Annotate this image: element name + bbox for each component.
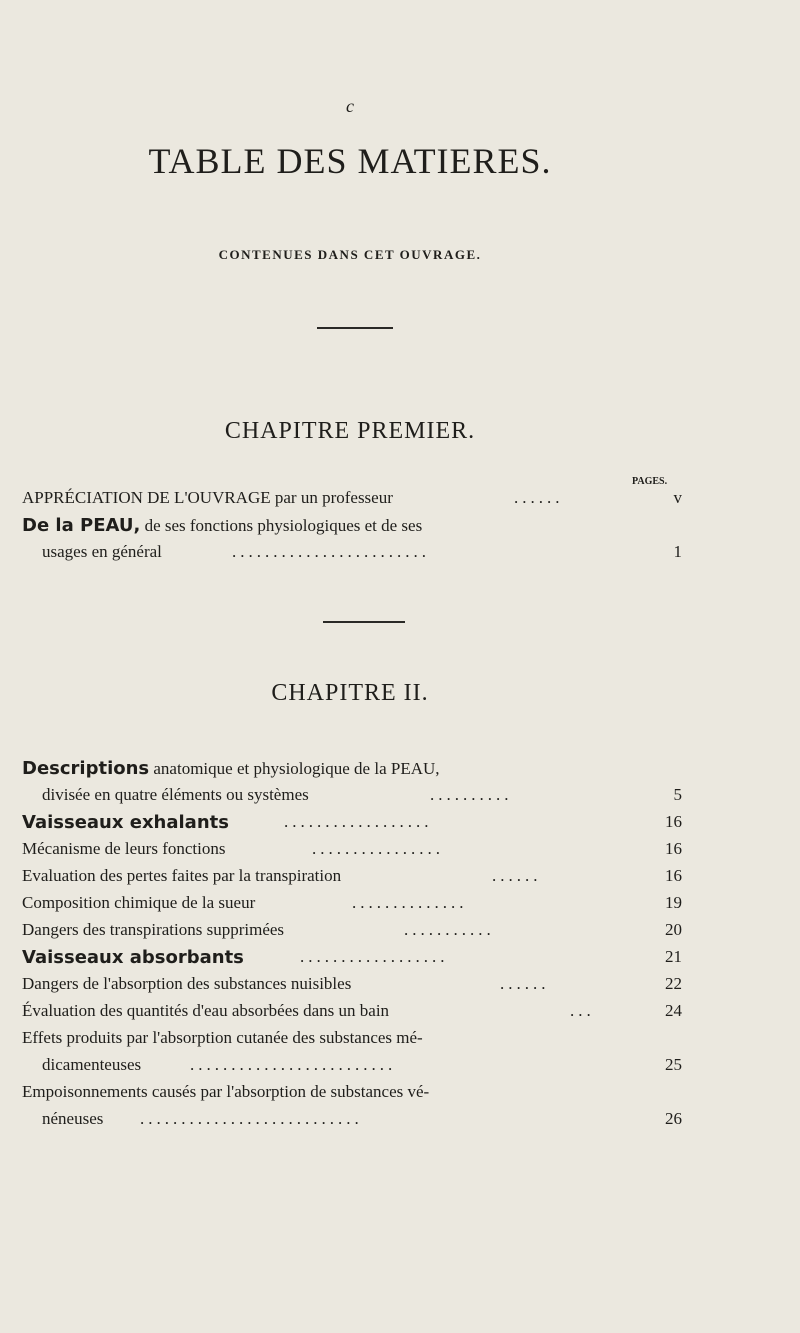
toc-entry-page: 26 (665, 1109, 682, 1128)
toc-entry-title: Évaluation des quantités d'eau absorbées dans un bain (22, 1001, 390, 1020)
toc-entry (22, 785, 682, 812)
toc-entry (22, 839, 682, 866)
toc-entry-title: anatomique et physiologique de la PEAU, (149, 759, 440, 778)
toc-entry-leader: ......................... (190, 1055, 397, 1074)
toc-entry-leader: .................. (300, 947, 449, 966)
chapter-1-toc (22, 488, 682, 569)
page-mark: c (346, 96, 354, 116)
toc-entry (22, 488, 682, 515)
toc-entry-title: Dangers de l'absorption des substances nuisibles (22, 974, 352, 993)
toc-entry-page: 22 (665, 974, 682, 993)
pages-column-label: PAGES. (632, 476, 668, 487)
toc-entry-page: 19 (665, 893, 682, 912)
toc-entry-page: 1 (673, 542, 682, 561)
toc-entry-page: 21 (665, 947, 682, 966)
toc-entry-page: 25 (665, 1055, 682, 1074)
page-subtitle: CONTENUES DANS CET OUVRAGE. (218, 247, 482, 262)
toc-entry-page: 5 (673, 785, 682, 804)
toc-entry (22, 515, 682, 542)
toc-entry-title: Empoisonnements causés par l'absorption de substances vé- (22, 1082, 430, 1101)
toc-entry-title: néneuses (42, 1109, 104, 1128)
toc-entry (22, 920, 682, 947)
toc-entry-bold: Descriptions (22, 758, 150, 779)
toc-entry-leader: ................ (312, 839, 444, 858)
toc-entry (22, 1109, 682, 1136)
toc-entry-leader: ........................ (232, 542, 430, 561)
toc-entry-page: v (673, 488, 682, 507)
toc-entry (22, 947, 682, 974)
chapter-2-heading: CHAPITRE II. (271, 680, 429, 706)
divider (317, 327, 393, 329)
toc-entry-page: 16 (665, 812, 682, 831)
toc-entry-page: 16 (665, 866, 682, 885)
toc-entry-leader: ........... (404, 920, 495, 939)
toc-entry-title: APPRÉCIATION DE L'OUVRAGE par un professeur (22, 488, 393, 507)
toc-entry-page: 20 (665, 920, 682, 939)
divider (323, 621, 405, 623)
toc-entry-title: usages en général (42, 542, 162, 561)
toc-entry (22, 812, 682, 839)
toc-entry (22, 866, 682, 893)
toc-entry-leader: .................. (284, 812, 433, 831)
toc-entry-bold: De la PEAU, (22, 515, 141, 536)
chapter-1-heading: CHAPITRE PREMIER. (224, 418, 476, 444)
toc-entry-bold: Vaisseaux absorbants (22, 947, 244, 968)
toc-entry-title: Effets produits par l'absorption cutanée des substances mé- (22, 1028, 423, 1047)
toc-entry (22, 1028, 682, 1055)
toc-entry-title: Evaluation des pertes faites par la transpiration (22, 866, 342, 885)
toc-entry-bold: Vaisseaux exhalants (22, 812, 229, 833)
toc-entry-title: Dangers des transpirations supprimées (22, 920, 285, 939)
toc-entry-leader: ........................... (140, 1109, 363, 1128)
toc-entry (22, 974, 682, 1001)
toc-entry-page: 24 (665, 1001, 682, 1020)
toc-entry-title: Composition chimique de la sueur (22, 893, 256, 912)
page-title: TABLE DES MATIERES. (148, 141, 552, 181)
toc-entry (22, 758, 682, 785)
toc-entry-leader: ...... (492, 866, 542, 885)
toc-entry (22, 542, 682, 569)
toc-entry-page: 16 (665, 839, 682, 858)
toc-entry-leader: ...... (500, 974, 550, 993)
toc-entry-title: Mécanisme de leurs fonctions (22, 839, 226, 858)
chapter-2-toc (22, 758, 682, 1136)
toc-entry (22, 1082, 682, 1109)
toc-entry-leader: .............. (352, 893, 468, 912)
toc-entry (22, 1001, 682, 1028)
toc-entry (22, 893, 682, 920)
toc-entry-leader: .......... (430, 785, 513, 804)
toc-entry-title: de ses fonctions physiologiques et de ses (140, 516, 423, 535)
toc-entry-leader: ... (570, 1001, 595, 1020)
toc-entry-title: dicamenteuses (42, 1055, 142, 1074)
toc-entry (22, 1055, 682, 1082)
toc-entry-title: divisée en quatre éléments ou systèmes (42, 785, 309, 804)
toc-entry-leader: ...... (514, 488, 564, 507)
